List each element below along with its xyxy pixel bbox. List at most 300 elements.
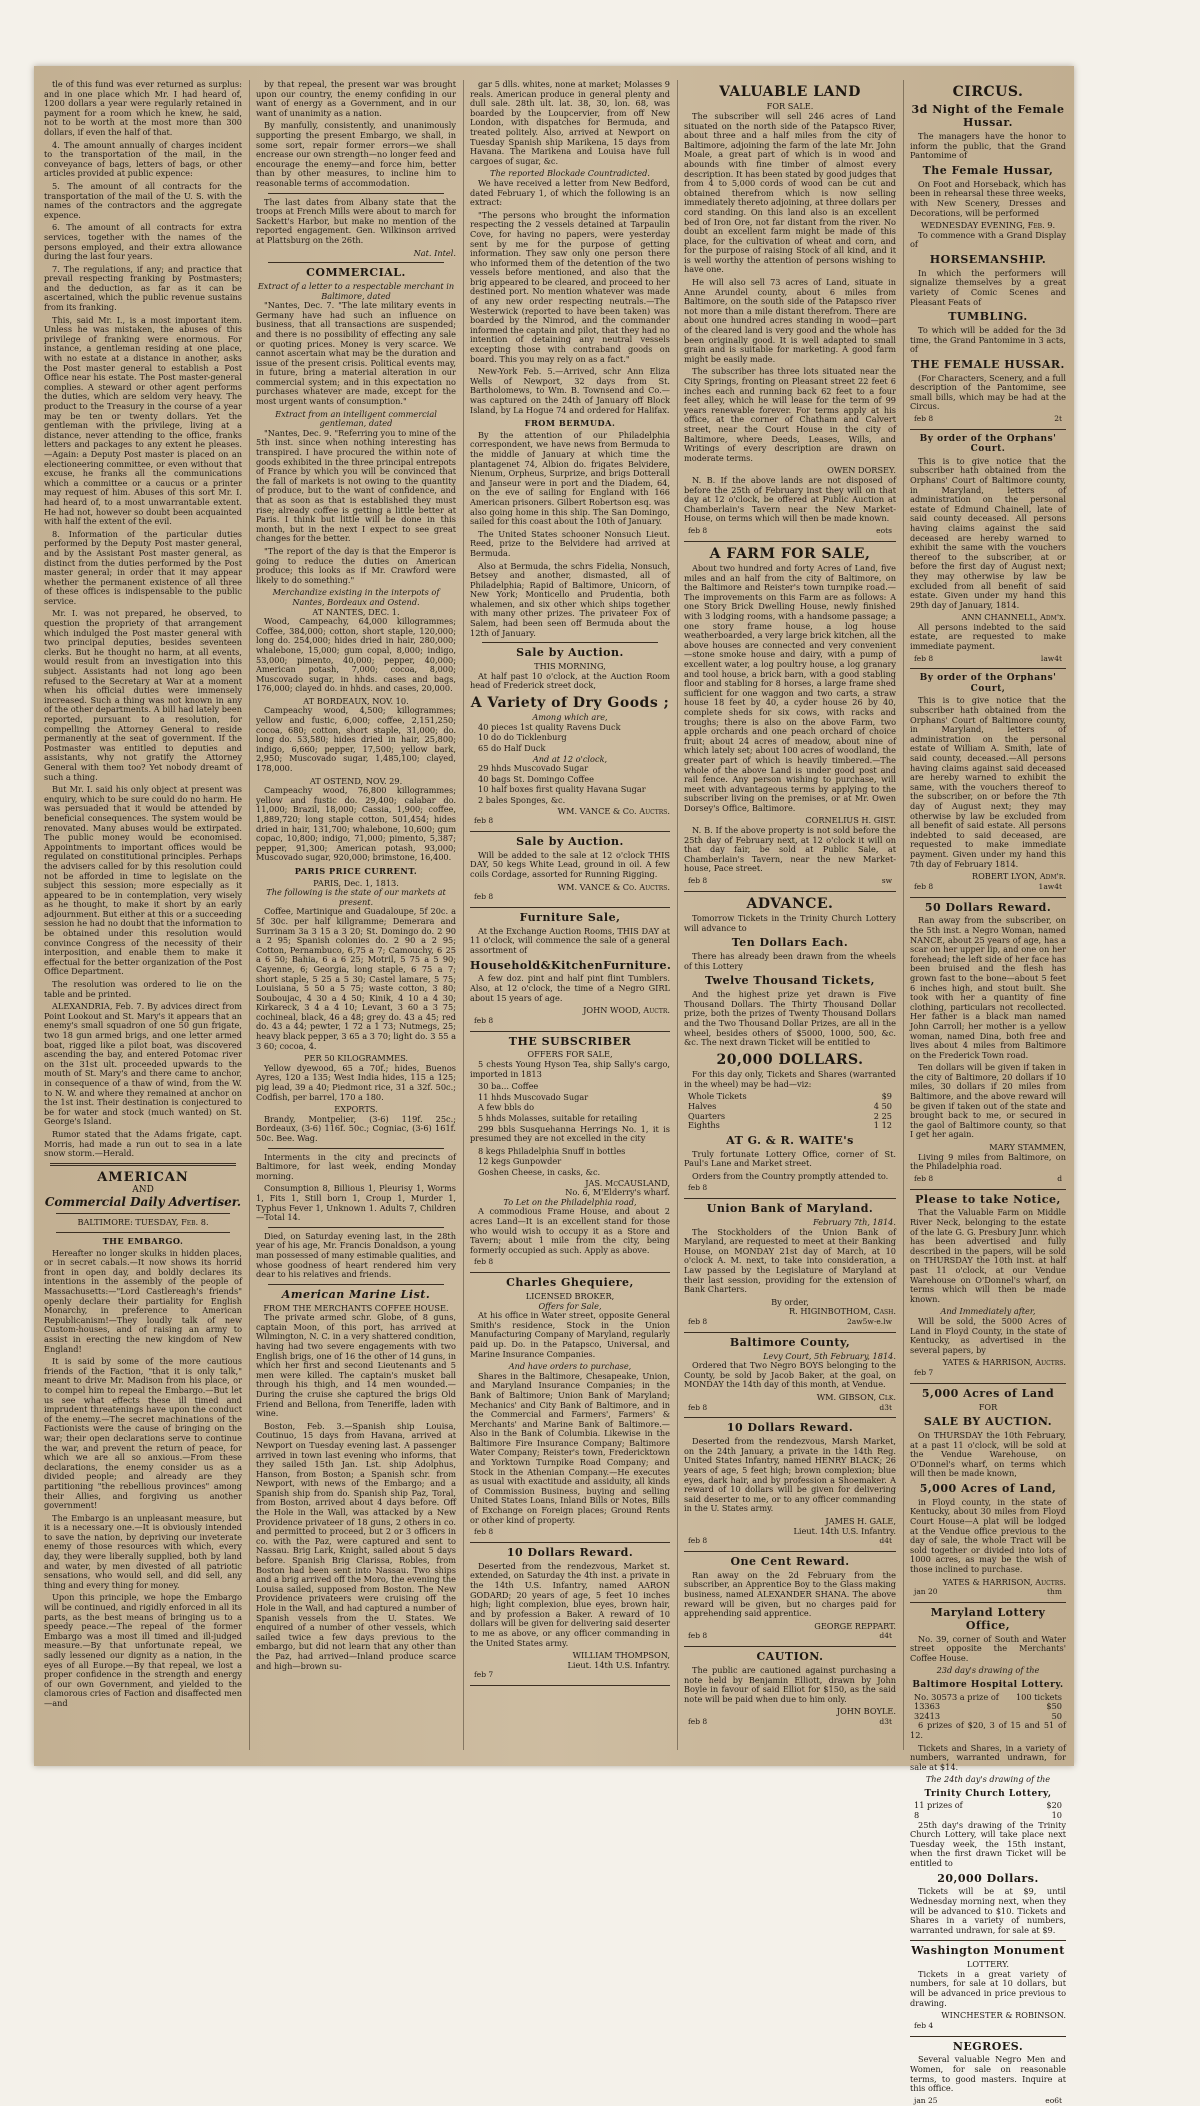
ad-date: feb 8: [688, 525, 708, 535]
market-heading: AT OSTEND, NOV. 29.: [309, 775, 403, 786]
article-text: Campeachy wood, 76,800 killogrammes; yellow and fustic do. 29,400; calabar do. 11,000; Brazil, 18,000; Cassia, 1,900; coffee, 1,889,720; long staple cotton, 501,454; hides dried in hair, 131,700; whalebone, 10,600; gum copac, 10,800; indigo, 71,000; pimento, 5,387; pepper, 91,300; American potash, 93,000; Muscovado sugar, 920,000; brimstone, 16,400.: [256, 785, 456, 863]
ad-text: Ran away on the 2d February from the subscriber, an Apprentice Boy to the Glass making business, named ALEXANDER SHANA. The above reward will be given, but no charges paid for apprehending said apprentice.: [684, 1569, 896, 1619]
ad-text: This is to give notice that the subscriber hath obtained from the Orphans' Court of Baltimore county, in Maryland, letters of administration on the personal estate of William A. Smith, late of said county, deceased.—All persons having claims against said deceased are hereby warned to exhibit the same, with the vouchers thereof to the subscriber, on or before the 7th day of August next; they may otherwise by law be excluded from all benefit of said estate. All persons indebted to said deceased, are requested to make immediate payment. Given under my hand this 7th day of February 1814.: [910, 695, 1066, 869]
ad-title: THE SUBSCRIBER: [508, 1034, 632, 1048]
ad-date: feb 8: [688, 1631, 708, 1641]
ad-title: Washington Monument: [911, 1944, 1065, 1958]
ad-list-item: 2 bales Sponges, &c.: [478, 795, 566, 806]
ad-signature: JAMES H. GALE,: [825, 1515, 896, 1526]
ad-headline: AT G. & R. WAITE's: [726, 1133, 854, 1147]
article-text: By the attention of our Philadelphia correspondent, we have news from Bermuda to the middle of January at which time the plantagenet 74, Albion do. frigates Belvidere, Nienum, Orpheus, Surprize, and brigs Dotterall and Janseur were in port and the Diadem, 64, on the eve of sailing for England with 166 American prisoners. Gilbert Robertson esq. was also going home in this ship. The San Domingo, sailed for this coast about the 10th of January.: [470, 429, 670, 527]
article-text: Rumor stated that the Adams frigate, capt. Morris, had made a run out to sea in a late snow storm.—Herald.: [44, 1128, 242, 1159]
ad-list-item: 8 kegs Philadelphia Snuff in bottles: [478, 1145, 626, 1156]
ad-text: A few doz. pint and half pint flint Tumblers. Also, at 12 o'clock, the time of a Negro GIRL about 15 years of age.: [470, 973, 670, 1003]
ad-date: feb 8: [914, 1173, 934, 1183]
ad-code: 1aw4t: [1038, 881, 1062, 891]
ad-text: The subscriber will sell 246 acres of Land situated on the north side of the Patapsco River, about three and a half miles from the city of Baltimore, adjoining the farm of the late Mr. John Moale, a great part of which is in wood and abounds with fine timber of almost every description. It has been stated by good judges that from 4 to 5,000 cords of wood can be cut and obtained therefrom which is now selling immediately thereto adjoining, at three dollars per cord standing. On this land also is an excellent bed of Iron Ore, not far distant from the river. No doubt an excellent farm might be made of this place, for the cultivation of wheat and corn, and for the purpose of raising Stock of all kind, and it is well worthy the attention of persons wishing to have one.: [684, 110, 896, 275]
ad-signature-title: Lieut. 14th U.S. Infantry.: [793, 1525, 896, 1536]
market-heading: EXPORTS.: [334, 1104, 378, 1115]
ad-text: Offers for Sale,: [538, 1300, 602, 1311]
ad-title: Furniture Sale,: [519, 910, 621, 924]
article-text: 7. The regulations, if any; and practice that prevail respecting franking by Postmasters; and the deduction, as far as it can be ascertained, which the public revenue sustains from its franking.: [44, 263, 242, 313]
ad-text: And the highest prize yet drawn is Five Thousand Dollars. The Thirty Thousand Dollar prize, both the prizes of Twenty Thousand Dollars and the Two Thousand Dollar Prizes, are all in the wheel, besides others of $5000, 1000, 500, &c. &c. The next drawn Ticket will be entitled to: [684, 989, 896, 1048]
ad-date: feb 8: [688, 1716, 708, 1726]
ad-subtitle: LOTTERY.: [966, 1959, 1010, 1970]
ad-text: 6 prizes of $20, 3 of 15 and 51 of 12.: [910, 1720, 1066, 1740]
ad-lottery-advance: [684, 896, 896, 1199]
ad-title: CIRCUS.: [952, 84, 1024, 100]
ad-footer: [914, 883, 1062, 892]
article-text: 4. The amount annually of charges incident to the transportation of the mail, in the conveyance of bags, letters of bags, or other articles provided at public expence:: [44, 139, 242, 179]
column-rule: [903, 80, 904, 1750]
ad-title: 10 Dollars Reward.: [726, 1421, 854, 1435]
ad-signature: YATES & HARRISON, Auctrs.: [942, 1357, 1066, 1368]
ad-text: Truly fortunate Lottery Office, corner of St. Paul's Lane and Market street.: [684, 1148, 896, 1169]
ad-please-take-notice: [910, 1194, 1066, 1384]
ad-caution: [684, 1651, 896, 1727]
ad-subtitle: OFFERS FOR SALE,: [527, 1049, 613, 1060]
article-text: ALEXANDRIA, Feb. 7. By advices direct from Point Lookout and St. Mary's it appears that an enemy's small squadron of one 50 gun frigate, two 18 gun armed brigs, and one letter armed boat, rigged like a pilot boat, was discovered ascending the bay, and entered Potomac river on the 31st ult. proceeded upwards to the mouth of St. Mary's and there came to anchor, in consequence of a thaw of wind, from the W. to N. W. and where they remained at anchor on the 1st inst. Their destination is conjectured to be for water and stock (much wanted) on St. George's Island.: [44, 1001, 242, 1127]
column-1: [44, 80, 242, 1750]
ad-code: d3t: [879, 1402, 892, 1412]
ad-footer: [914, 655, 1062, 664]
ad-text: On THURSDAY the 10th February, at a past 11 o'clock, will be sold at the Vendue Warehouse, on O'Donnel's wharf, on terms which will then be made known,: [910, 1430, 1066, 1479]
section-heading: American Marine List.: [281, 1287, 431, 1301]
masthead-subtitle: Commercial Daily Advertiser.: [44, 1195, 242, 1210]
ad-text: Several valuable Negro Men and Women, for sale on reasonable terms, to good masters. Inquire at this office.: [910, 2054, 1066, 2094]
ad-list-item: Goshen Cheese, in casks, &c.: [478, 1167, 601, 1177]
ad-text: The 24th day's drawing of the: [925, 1774, 1051, 1785]
ad-text: At the Exchange Auction Rooms, THIS DAY at 11 o'clock, will commence the sale of a general assortment of: [470, 925, 670, 956]
ad-signature: OWEN DORSEY.: [827, 465, 896, 476]
ad-dateline: Levy Court, 5th February, 1814.: [763, 1350, 896, 1361]
divider: [56, 1213, 230, 1214]
article-text: This, said Mr. I., is a most important item. Unless he was mistaken, the abuses of this privilege of franking were enormous. For instance, a gentleman residing at one place, with no estate at a distance in another, asks the Post master general to establish a Post Office near his estate. The Post master-general complies. A steward or other agent performs the duties, which are seldom very heavy. The product to the Treasury in the course of a year may be ten or twenty dollars. Yet the gentleman with the privilege, living at a distance, never attending to the office, franks letters and packages to any extent he pleases.—Again: a Deputy Post master is placed on an electioneering committee, or even without that excuse, he franks all the communications which a committee or a caucus or a printer may request of him. Abuses of this sort Mr. I. had heard of, to a most unwarrantable extent. He had not, however so doubt been acquainted with half the extent of the evil.: [44, 314, 242, 527]
ad-signature: WM. VANCE & Co. Auctrs.: [557, 881, 670, 892]
article-text: The private armed schr. Globe, of 8 guns, captain Moon, of this port, has arrived at Wilmington, N. C. in a very shattered condition, having had two severe engagements with two English brigs, one of 16 the other of 14 guns, in which her first and second Lieutenants and 5 men were killed. The captain's musket ball through his thigh, and 14 men wounded.—During the cruise she captured the brigs Old Friend and Bellona, from Teneriffe, laden with wine.: [256, 1312, 456, 1419]
ad-negroes: [910, 2041, 1066, 2106]
article-text: It is said by some of the more cautious friends of the Faction, "that it is only talk," meant to drive Mr. Madison from his place, or to compel him to repeal the Embargo.—But let us see what effects these ill timed and imprudent threatenings have upon the conduct of the enemy.—The secret machinations of the Factionists were the cause of bringing on the war; their open declarations serve to continue the war, and prevent the return of peace, for which we are all so anxious.—From these declarations, the enemy consider us as a divided people; and already are they partitioning "the rebellious provinces" among their Allies, and forgiving us another government!: [44, 1356, 242, 1511]
column-3: [470, 80, 670, 1750]
ad-text: No. 39, corner of South and Water street opposite the Merchants' Coffee House.: [910, 1633, 1066, 1663]
table-cell: $50: [1046, 1701, 1062, 1712]
ad-headline: Trinity Church Lottery,: [924, 1788, 1052, 1799]
ad-subscriber-offers: [470, 1036, 670, 1274]
article-text: "Nantes, Dec. 7. "The late military events in Germany have had such an influence on business, that all transactions are suspended; and there is no possibility of effecting any sale or quoting prices. Money is very scarce. We cannot ascertain what may be the duration and issue of the present crisis. Political events may, in future, bring a material alteration in our commercial system; and in this expectation no purchases whatever are made, except for the most urgent wants of consumption.": [256, 300, 456, 407]
ad-text: Deserted from the rendezvous, Marsh Market, on the 24th January, a private in the 14th Reg. United States Infantry, named HENRY BLACK; 26 years of age, 5 feet high; brown complexion; blue eyes, dark hair, and by profession a Shoemaker. A reward of 10 dollars will be given for delivering said deserter to me, or to any officer commanding in the U. States army.: [684, 1436, 896, 1514]
article-text: The United States schooner Nonsuch Lieut. Reed, prize to the Belvidere had arrived at Bermuda.: [470, 528, 670, 558]
ad-footer: [688, 877, 892, 886]
ad-text: All persons indebted to the said estate, are requested to make immediate payment.: [910, 621, 1066, 652]
ad-signature-title: Lieut. 14th U.S. Infantry.: [567, 1659, 670, 1670]
ad-text: At his office in Water street, opposite General Smith's residence, Stock in the Union Manufacturing Company of Maryland, regularly paid up. Do. in the Patapsco, Universal, and Marine Insurance Companies.: [470, 1310, 670, 1359]
ad-code: eo6t: [1045, 2095, 1062, 2105]
table-cell: Whole Tickets: [688, 1091, 747, 1102]
ad-text: In which the performers will signalize themselves by a great variety of Comic Scenes and Pleasant Feats of: [910, 267, 1066, 307]
ad-title: NEGROES.: [952, 2039, 1024, 2053]
ad-title: Charles Ghequiere,: [506, 1276, 634, 1290]
ad-headline: The Female Hussar,: [922, 163, 1054, 177]
column-rule: [249, 80, 250, 1750]
article-text: by that repeal, the present war was brought upon our country, the enemy confiding in our want of energy as a Government, and in our want of unanimity as a nation.: [256, 79, 456, 118]
ad-footer: [688, 1537, 892, 1546]
ad-text: He will also sell 73 acres of Land, situate in Anne Arundel county, about 6 miles from Baltimore, on the south side of the Patapsco river not more than a mile distant therefrom. There are about one hundred acres standing in wood—part of the cleared land is very good and the whole has been originally good. It is well adapted to small grain and is suitable for marketing. A good farm might be easily made.: [684, 277, 896, 364]
ad-title: 5,000 Acres of Land: [921, 1386, 1055, 1400]
table-cell: No. 30573 a prize of: [914, 1691, 999, 1702]
article-text: By manfully, consistently, and unanimously supporting the present Embargo, we shall, in some sort, repair former errors—we shall encrease our own strength—no longer feed and encourage the enemy—and force him, better than by other measures, to incline him to reasonable terms of accommodation.: [256, 120, 456, 188]
table-cell: 1 12: [873, 1120, 892, 1131]
ad-signature: ROBERT LYON, Adm'r.: [971, 871, 1066, 882]
table-cell: Halves: [688, 1101, 717, 1111]
ad-subtitle: 3d Night of the Female Hussar.: [911, 103, 1065, 130]
ad-text: Tomorrow Tickets in the Trinity Church Lottery will advance to: [684, 913, 896, 933]
ad-text: Living 9 miles from Baltimore, on the Philadelphia road.: [910, 1151, 1066, 1172]
ad-address: No. 6, M'Elderry's wharf.: [565, 1187, 670, 1198]
ad-text: The Stockholders of the Union Bank of Maryland, are requested to meet at their Banking House, on MONDAY 21st day of March, at 10 o'clock A. M. next, to take into consideration, a Law passed by the Legislature of Maryland at their last session, providing for the extension of Bank Charters.: [684, 1226, 896, 1295]
ad-footer: [914, 2097, 1062, 2106]
ad-list-item: 40 pieces 1st quality Ravens Duck: [478, 721, 621, 732]
ad-date: feb 4: [914, 2020, 934, 2030]
ad-list-item: 11 hhds Muscovado Sugar: [478, 1091, 589, 1102]
ad-title: 10 Dollars Reward.: [506, 1545, 634, 1559]
article-text: tle of this fund was ever returned as surplus: and in one place which Mr. I had heard of, 1200 dollars a year were regularly retained in payment for a room which he knew, he said, not to be worth at the most more than 300 dollars, if even the half of that.: [44, 79, 242, 137]
table-row: [684, 1121, 896, 1131]
article-text: 5. The amount of all contracts for the transportation of the mail of the U. S. with the names of the contractors and the aggregate expence.: [44, 180, 242, 220]
ad-text: WEDNESDAY EVENING, Feb. 9.: [920, 220, 1056, 231]
dateline: PARIS, Dec. 1, 1813.: [313, 877, 399, 888]
ad-headline: HORSEMANSHIP.: [929, 252, 1047, 266]
ad-title: Baltimore County,: [729, 1335, 851, 1349]
ad-union-bank: [684, 1203, 896, 1333]
ad-signature: R. HIGINBOTHOM, Cash.: [788, 1306, 896, 1317]
ad-footer: [914, 415, 1062, 424]
ad-headline: Ten Dollars Each.: [731, 936, 849, 950]
ad-headline: THE FEMALE HUSSAR.: [911, 357, 1065, 371]
ad-text: Ordered that Two Negro BOYS belonging to the County, be sold by Jacob Baker, at the goal, on MONDAY the 14th day of this month, at Vendue.: [684, 1360, 896, 1390]
ad-text: And Immediately after,: [940, 1306, 1036, 1317]
article-text: Hereafter no longer skulks in hidden places, or in secret cabals.—It now shows its horrid front in open day, and boldly declares its intentions in the assembly of the people of Massachusetts:—"Lord Castlereagh's friends" openly declare their partiality for English Monarchy, in preference to American Republicanism!—They loudly talk of new Custom-houses, and of raising an army to assist in erecting the new kingdom of New England!: [44, 1247, 242, 1354]
ad-text: About two hundred and forty Acres of Land, five miles and an half from the city of Baltimore, on the Baltimore and Reister's town turnpike road.—The improvements on this Farm are as follows: A one Story Brick Dwelling House, newly finished with 3 lodging rooms, with a handsome passage; a one story frame house, a log house weatherboarded, a very large brick kitchen, all the above houses are connected and very convenient—stone smoke house and dairy, with a pump of excellent water, a log poultry house, a log granary and tool house, a brick barn, with a good stabling floor and stabling for 8 horses, a large frame shed sufficient for one waggon and two carts, a straw house 18 feet by 40, a cyder house 26 by 40, complete sheds for six cows, with racks and troughs; there is also on the above Farm, two apple orchards and one peach orchard of choice fruit; about 24 acres of meadow, about nine of which lately set; about 100 acres of woodland, the greater part of which is heavily timbered.—The whole of the above Land is under good post and rail fence. Any person wishing to purchase, will meet with advantageous terms by applying to the subscriber living on the premises, or at Mr. Owen Dorsey's Office, Baltimore.: [684, 563, 896, 813]
table-cell: 10: [1051, 1810, 1062, 1821]
ad-footer: [474, 1017, 666, 1026]
ad-text: Shares in the Baltimore, Chesapeake, Union, and Maryland Insurance Companies; in the Bank of Baltimore; Union Bank of Maryland; Mechanics' and City Bank of Baltimore, and in the Commercial and Farmers', Farmers' & Merchants' and Marine Bank of Baltimore.—Also in the Bank of Columbia. Likewise in the Baltimore Fire Insurance Company; Baltimore Water Company; Reister's town, Fredericktown and Yorktown Turnpike Road Company; and Stock in the Athenian Company.—He executes as usual with exactitude and assiduity, all kinds of Commission Business, buying and selling United States Loans, Inland Bills or Notes, Bills of Exchange on Foreign places; Ground Rents or other kind of property.: [470, 1370, 670, 1525]
ad-list-item: 12 kegs Gunpowder: [478, 1156, 562, 1167]
table-row: [910, 1801, 1066, 1811]
ad-footer: [688, 527, 892, 536]
ad-code: law4t: [1040, 653, 1062, 663]
ad-subheading: To Let on the Philadelphia road,: [503, 1196, 637, 1207]
ad-text: Among which are,: [532, 712, 608, 723]
ad-kentucky-land: [910, 1388, 1066, 1603]
ad-footer: [474, 893, 666, 902]
article-text: "The persons who brought the information respecting the 2 vessels detained at Tarpaulin Cove, for having no papers, were yesterday sent by me for the purpose of getting information. They saw only one person there who informed them of the detention of the two vessels before mentioned, and also that the brig appeared to be cleared, and proceed to her destined port. No mention whatever was made of any new order respecting neutrals.—The Westerwick (reported to have been taken) was boarded by the Nimrod, and the commander informed the captain and pilot, that they had no intention of detaining any neutral vessels excepting those with contraband goods on board. This you may rely on as a fact.": [470, 209, 671, 364]
ad-title: By order of the Orphans' Court.: [919, 433, 1057, 455]
ad-text: in Floyd county, in the state of Kentucky, about 30 miles from Floyd Court House—A plat will be lodged at the Vendue office previous to the day of sale, the whole Tract will be sold together or divided into lots of 1000 acres, as may be the wish of those inclined to purchase.: [910, 1496, 1066, 1574]
column-4: [684, 80, 896, 1750]
ad-text: There has already been drawn from the wheels of this Lottery: [684, 951, 896, 971]
ad-text: N. B. If the above property is not sold before the 25th day of February next, at 12 o'clock it will on that day fair, be sold at Public Sale, at Chamberlain's Tavern, near the new Market-house, Pace street.: [684, 825, 896, 874]
ad-footer: [688, 1318, 892, 1327]
ad-signature: JOHN BOYLE.: [836, 1706, 896, 1717]
ad-date: feb 8: [914, 414, 934, 423]
prize-table: [910, 1801, 1066, 1820]
ad-text: Will be sold, the 5000 Acres of Land in Floyd County, in the state of Kentucky, as advertised in the several papers, by: [910, 1315, 1066, 1355]
article-text: 8. Information of the particular duties performed by the Deputy Post master general, and by the Assistant Post master general, as distinct from the duties performed by the Post master general; in order that it may appear whether the permanent existence of all three of these offices is indispensable to the public service.: [44, 528, 242, 606]
article-text: Interments in the city and precincts of Baltimore, for last week, ending Monday morning.: [256, 1151, 456, 1181]
ad-title: By order of the Orphans' Court,: [919, 673, 1057, 694]
article-text: Consumption 8, Billious 1, Pleurisy 1, Worms 1, Fits 1, Still born 1, Croup 1, Murder 1, Typhus Fever 1, Unknown 1. Adults 7, Children—Total 14.: [256, 1183, 456, 1223]
table-cell: 8: [914, 1810, 920, 1821]
table-cell: 11 prizes of: [914, 1800, 963, 1811]
ad-title: CAUTION.: [756, 1650, 824, 1664]
ad-footer: [688, 1184, 892, 1193]
article-text: The last dates from Albany state that the troops at French Mills were about to march for Sackett's Harbor, but make no mention of the reported engagement. Gen. Wilkinson arrived at Plattsburg on the 26th.: [256, 196, 456, 245]
ad-subtitle: THIS MORNING,: [534, 661, 606, 672]
ad-text: By order,: [771, 1296, 809, 1307]
ad-footer: [914, 1369, 1062, 1378]
article-text: Also at Bermuda, the schrs Fidelia, Nonsuch, Betsey and another, dismasted, all of Philadelphia; Rapid of Baltimore, Unicorn, of New York; Monticello and Prudentia, both whalemen, and six other which ships together with many other prizes. The privateer Fox of Salem, had been seen off Bermuda about the 12th of January.: [470, 560, 670, 638]
ad-text: The subscriber has three lots situated near the City Springs, fronting on Pleasant street 22 feet 6 inches each and running back 62 feet to a four feet alley, which he will lease for the term of 99 years renewable forever. For terms apply at his office, at the corner of Chatham and Calvert street, near the Court House in the city of Baltimore, where Deeds, Leases, Wills, and Writings of every description are drawn on moderate terms.: [684, 366, 896, 463]
table-cell: Eighths: [688, 1120, 720, 1131]
ad-text: And at 12 o'clock,: [532, 753, 608, 764]
ad-date: feb 8: [688, 876, 708, 886]
ad-text: Tickets and Shares, in a variety of numbers, warranted undrawn, for sale at $14.: [910, 1742, 1066, 1772]
market-heading: PER 50 KILOGRAMMES.: [303, 1053, 409, 1064]
ad-subtitle: LICENSED BROKER,: [525, 1290, 615, 1301]
prize-table: [910, 1693, 1066, 1722]
column-rule: [677, 80, 678, 1750]
ad-reward-deserter: [684, 1422, 896, 1552]
divider: [482, 642, 658, 643]
ad-list-item: 65 do Half Duck: [478, 743, 546, 754]
ad-date: feb 8: [474, 1527, 494, 1537]
ad-text: Orders from the Country promptly attended to.: [692, 1170, 889, 1181]
article-text: New-York Feb. 5.—Arrived, schr Ann Eliza Wells of Newport, 32 days from St. Bartholomews, to Wm. B. Townsend and Co.—was captured on the 24th of January off Block Island, by La Hogue 74 and ordered for Halifax.: [470, 366, 670, 415]
ad-circus: [910, 84, 1066, 430]
ad-date: feb 7: [474, 1670, 494, 1680]
article-text: Boston, Feb. 3.—Spanish ship Louisa, Coutinuo, 15 days from Havana, arrived at Newport on Tuesday evening last. A passenger arrived in town last evening who informs, that they sailed 15th Jan. Lst. ship Adolphus, Hanson, from Boston; a Spanish schr. from Newport, with news of the Embargo; and a Spanish ship from do. Spanish ship Paz, Toral, from Boston, arrived about 4 days before. Off the Hole in the Wall, was attacked by a New Providence privateer of 18 guns, 2 others in co. and permitted to proceed, but 2 or 3 officers in co. with the Paz, were captured and sent to Nassau. Brig Lark, Knight, sailed about 5 days before. Spanish Brig Clarissa, Robles, from Boston had been sent into Nassau. Two ships and a brig arrived off the Moro, the evening the Louisa sailed, supposed from Boston. The New Providence privateers were cruising off the Hole in the Wall, and had captured a number of Spanish vessels from the U. States. We enquired of a number of other vessels, which sailed twice a few days previous to the embargo, but did not learn that any other than the Paz, had arrived—Inland produce scarce and high—brown su-: [256, 1420, 456, 1671]
table-cell: 4 50: [873, 1101, 892, 1111]
ad-text: Ran away from the subscriber, on the 5th inst. a Negro Woman, named NANCE, about 25 years of age, has a scar on her upper lip, and one on her forehead; the left side of her face has been bruised and the flesh has grown fast to the bone—about 5 feet 6 inches high, and stout built. She took with her a quantity of fine clothing, particulars not recollected. Her father is a black man named John Carroll; her mother is a yellow woman, named Dina, both free and lives about 4 miles from Baltimore on the Frederick Town road.: [910, 915, 1066, 1060]
market-heading: AT NANTES, DEC. 1.: [312, 606, 400, 617]
ad-text: This is to give notice that the subscriber hath obtained from the Orphans' Court of Baltimore county, in Maryland, letters of administration on the personal estate of Edmund Chainell, late of said county deceased. All persons having claims against the said deceased are hereby warned to exhibit the same with the vouchers thereof to the subscriber, at or before the first day of August next; they may otherwise by law be excluded from all benefit of said estate. Given under my hand this 29th day of January, 1814.: [910, 455, 1066, 610]
ad-dateline: February 7th, 1814.: [813, 1217, 896, 1228]
column-2: [256, 80, 456, 1750]
ad-title: Maryland Lottery Office,: [930, 1605, 1046, 1632]
article-text: Mr. I. was not prepared, he observed, to question the propriety of that arrangement which indulged the Post master general with two principal deputies, besides seventeen clerks. But he thought no harm, at all events, would result from an investigation into this subject. Assistants had not long ago been refused to the Secretary at War at a moment when his official duties were immensely increased. Such a thing was not known in any of the other departments. A bill had lately been reported, pursuant to a resolution, for compelling the Attorney General to reside permanently at the seat of government. If the Postmaster was entitled to deputies and assistants, why not gratify the Attorney General with them too? Yet nobody dreamt of such a thing.: [44, 608, 242, 782]
article-text: "Nantes, Dec. 9. "Referring you to mine of the 5th inst. since when nothing interesting has transpired. I have procured the within note of goods exhibited in the three principal entrepots of France by which you will be convinced that the fall of markets is not owing to the quantity of produce, but to the want of confidence, and that as soon as that is established they must rise; already coffee is getting a little better at Paris. I think but little will be done in this month, but in the next I expect to see great changes for the better.: [256, 427, 456, 544]
ad-footer: [914, 1175, 1062, 1184]
ad-signature: MARY STAMMEN,: [989, 1142, 1066, 1153]
article-text: Yellow dyewood, 65 a 70f.; hides, Buenos Ayres, 120 a 135; West India hides, 115 a 125; pig lead, 39 a 40; Piedmont rice, 31 a 32f. 50c.; Codfish, per barrel, 170 a 180.: [256, 1062, 456, 1102]
ad-date: jan 20: [914, 1587, 938, 1597]
ad-list-item: 30 ba... Coffee: [478, 1081, 539, 1092]
price-table: [684, 1092, 896, 1130]
ad-signature: WM. VANCE & Co. Auctrs.: [557, 805, 670, 816]
divider: [56, 1232, 230, 1233]
column-rule: [463, 80, 464, 1750]
ad-code: thm: [1047, 1587, 1062, 1597]
ad-signature: WM. GIBSON, Clk.: [816, 1391, 896, 1402]
ad-text: Tickets in a great variety of numbers, for sale at 10 dollars, but will be advanced in price previous to drawing.: [910, 1968, 1066, 2008]
ad-title: ADVANCE.: [746, 895, 834, 912]
ad-text: At half past 10 o'clock, at the Auction Room head of Frederick street dock,: [470, 670, 670, 691]
ad-headline: SALE BY AUCTION.: [923, 1415, 1053, 1429]
table-cell: $9: [881, 1091, 892, 1102]
ad-code: 2aw5w-e.lw: [846, 1316, 892, 1326]
ad-title: VALUABLE LAND: [719, 84, 861, 100]
ad-signature: ANN CHANNELL, Adm'x.: [961, 612, 1066, 623]
ad-list-item: 29 hhds Muscovado Sugar: [478, 763, 589, 774]
ad-signature: YATES & HARRISON, Auctrs.: [942, 1576, 1066, 1587]
newspaper-page: [34, 66, 1074, 2105]
article-text: We have received a letter from New Bedford, dated February 1, of which the following is an extract:: [470, 177, 670, 208]
ad-footer: [474, 1671, 666, 1680]
ad-headline: Household&KitchenFurniture.: [470, 958, 672, 972]
ad-valuable-land: [684, 84, 896, 542]
ad-title: Sale by Auction.: [516, 646, 624, 660]
ad-text: Will be added to the sale at 12 o'clock THIS DAY, 50 kegs White Lead, ground in oil. A few coils Cordage, assorted for Running Rigging.: [470, 849, 670, 880]
ad-signature: GEORGE REPPART.: [814, 1620, 896, 1631]
masthead-title: AMERICAN: [97, 1169, 189, 1185]
ad-headline: 5,000 Acres of Land,: [919, 1481, 1057, 1495]
ad-farm-for-sale: [684, 546, 896, 892]
article-text: "The report of the day is that the Emperor is going to reduce the duties on American produce; this looks as if Mr. Crawford were likely to do something.": [256, 545, 456, 585]
divider: [50, 1163, 236, 1166]
article-text: The Embargo is an unpleasant measure, but it is a necessary one.—It is obviously intended to save the nation, by depriving our inveterate enemy of those resources with which, every day, they were liberally supplied, both by land and water, by men divested of all patriotic sensations, who would sell, and did sell, any thing and every thing for money.: [44, 1512, 242, 1590]
ad-text: 5 chests Young Hyson Tea, ship Sally's cargo, imported in 1813: [470, 1059, 670, 1079]
ad-orphans-court-1: [910, 434, 1066, 670]
section-heading: PARIS PRICE CURRENT.: [294, 865, 418, 876]
ad-list-item: 5 hhds Molasses, suitable for retailing: [478, 1113, 638, 1124]
ad-headline: 20,000 DOLLARS.: [716, 1051, 864, 1068]
ad-date: feb 7: [914, 1367, 934, 1377]
ad-headline: Twelve Thousand Tickets,: [705, 974, 875, 988]
table-cell: $20: [1046, 1800, 1062, 1811]
ad-text: Deserted from the rendezvous, Market st. extended, on Saturday the 4th inst. a private in the 14th U.S. Infantry, named AARON GODARD; 20 years of age, 5 feet 10 inches high; light complexion, blue eyes, brown hair, and by profession a Baker. A reward of 10 dollars will be given for delivering said deserter to me as above, or any officer commanding in the United States army.: [470, 1560, 670, 1648]
article-text: gar 5 dlls. whites, none at market; Molasses 9 reals. American produce in general plenty and dull sale. 28th ult. lat. 38, 30, lon. 68, was boarded by the Loupcervier, from off New London, with dispatches for Bermuda, and treated politely. Also, arrived at Newport on Tuesday Spanish ship Marikena, 15 days from Havana. The Marikena and Louisa have full cargoes of sugar, &c.: [470, 79, 670, 166]
ad-list-item: 10 do do Ticklenburg: [478, 732, 567, 743]
ad-text: Tickets will be at $9, until Wednesday morning next, when they will be advanced to $10. Tickets and Shares in a variety of numbers, warranted undrawn, for sale at $9.: [910, 1886, 1066, 1935]
ad-headline: 20,000 Dollars.: [937, 1871, 1039, 1885]
article-text: Wood, Campeachy, 64,000 killogrammes; Coffee, 384,000; cotton, short staple, 120,000; long do. 254,000; hides dried in hair, 280,000; whalebone, 15,000; gum copal, 8,000; indigo, 53,000; pimento, 40,000; pepper, 40,000; American potash, 7,000; cocoa, 8,000; Muscovado sugar, in hhds. cases and bags, 176,000; clayed do. in hhds. and cases, 20,000.: [256, 616, 456, 694]
ad-code: eots: [876, 525, 892, 535]
ad-code: d4t: [879, 1631, 892, 1641]
ad-code: d3t: [879, 1716, 892, 1726]
ad-text: Ten dollars will be given if taken in the city of Baltimore, 20 dollars if 10 miles, 30 dollars if 20 miles from Baltimore, and the above reward will be given if taken out of the state and brought back to me, or secured in the gaol of Baltimore county, so that I get her again.: [910, 1062, 1066, 1140]
ad-date: feb 8: [688, 1402, 708, 1412]
ad-headline: A Variety of Dry Goods ;: [470, 694, 670, 711]
table-cell: 13363: [914, 1701, 941, 1712]
column-5: [910, 80, 1066, 2105]
article-subheading: FROM THE MERCHANTS COFFEE HOUSE.: [263, 1302, 449, 1313]
ad-headline: Baltimore Hospital Lottery.: [912, 1680, 1064, 1691]
ad-auction-dry-goods: [470, 647, 670, 832]
ad-text: The public are cautioned against purchasing a note held by Benjamin Elliott, drawn by John Boyle in favour of said Elliot for $150, as the said note will be paid when due to him only.: [684, 1664, 896, 1704]
table-cell: Quarters: [688, 1110, 726, 1121]
ad-headline: TUMBLING.: [948, 310, 1028, 324]
table-cell: 32413: [914, 1710, 941, 1721]
ad-furniture-sale: [470, 912, 670, 1032]
ad-footer: [688, 1718, 892, 1727]
ad-signature: CORNELIUS H. GIST.: [805, 815, 896, 826]
ad-washington-monument: [910, 1945, 1066, 2036]
article-text: Upon this principle, we hope the Embargo will be continued, and rigidly enforced in all its parts, as the best means of bringing us to a speedy peace.—The repeal of the former Embargo was a most ill timed and ill-judged measure.—By that unfortunate repeal, we sadly lessened our dignity as a nation, in the eyes of all Europe.—By that repeal, we lost a proper confidence in the strength and energy of our own Government, and yielded to the clamorous cries of Faction and disaffected men—and: [44, 1592, 242, 1708]
ad-list-item: 10 half boxes first quality Havana Sugar: [478, 784, 646, 795]
ad-text: N. B. If the above lands are not disposed of before the 25th of February inst they will on that day at 12 o'clock, be offered at Public Auction at Chamberlain's Tavern near the New Market-House, on terms which will then be made known.: [684, 474, 896, 524]
ad-auction-white-lead: [470, 836, 670, 908]
ad-signature: WILLIAM THOMPSON,: [572, 1650, 670, 1661]
article-subheading: The following is the state of our markets at present.: [266, 887, 446, 907]
ad-title: A FARM FOR SALE,: [709, 545, 871, 562]
article-subheading: Extract of a letter to a respectable merchant in Baltimore, dated: [257, 280, 455, 301]
ad-title: Sale by Auction.: [516, 834, 624, 848]
ad-reward-deserter: [470, 1547, 670, 1686]
divider: [268, 262, 444, 263]
ad-fifty-dollars-reward: [910, 902, 1066, 1190]
table-cell: 50: [1051, 1710, 1062, 1721]
ad-title: One Cent Reward.: [730, 1554, 850, 1568]
article-text: 6. The amount of all contracts for extra services, together with the names of the persons employed, and their extra allowance during the last four years.: [44, 222, 242, 262]
ad-date: feb 8: [914, 881, 934, 891]
divider: [268, 1284, 444, 1285]
divider: [268, 193, 444, 194]
article-text: But Mr. I. said his only object at present was enquiry, which to be sure could do no harm. He was persuaded that it would be attended by beneficial consequences. The system would be renovated. Many abuses would be extirpated. The public money would be economised. Appointments to important offices would be regulated on constitutional principles. Perhaps the advisers called for by this resolution could not be afforded in time to legislate on the subject this session; more especially as it appeared to be in contemplation, very wisely as he thought, to make it short by an early adjournment. But either at this or a succeeding session he had no doubt that the information to be obtained under this resolution would convince Congress of the necessity of their interposition, and enable them to make it effectual for the better organization of the Post Office Department.: [44, 784, 242, 977]
ad-footer: [474, 1258, 666, 1267]
article-text: Brandy, Montpelier, (3-6) 119f. 25c.; Bordeaux, (3-6) 116f. 50c.; Cogniac, (3-6) 161f. 50c. Bee. Wag.: [256, 1113, 456, 1144]
ad-date: feb 8: [914, 653, 934, 663]
ad-title: Union Bank of Maryland.: [706, 1202, 874, 1216]
table-cell: 2 25: [873, 1110, 892, 1121]
dateline: BALTIMORE: TUESDAY, Feb. 8.: [77, 1217, 209, 1228]
ad-text: 25th day's drawing of the Trinity Church Lottery, will take place next Tuesday week, the 15th instant, when the first drawn Ticket will be entitled to: [910, 1819, 1066, 1868]
ad-footer: [474, 817, 666, 826]
ad-footer: [688, 1632, 892, 1641]
ad-text: The managers have the honor to inform the public, that the Grand Pantomime of: [910, 131, 1066, 161]
ad-text: A commodious Frame House, and about 2 acres Land—It is an excellent stand for those who would wish to occupy it as a Store and Tavern; about 1 mile from the city, being formerly occupied as such. Apply as above.: [470, 1206, 670, 1255]
ad-text: (For Characters, Scenery, and a full description of the Pantomime, see small bills, which may be had at the Circus.: [910, 372, 1066, 412]
ad-date: feb 8: [474, 1015, 494, 1025]
ad-title: Please to take Notice,: [915, 1192, 1061, 1206]
ad-date: feb 8: [474, 1257, 494, 1267]
ad-code: d4t: [879, 1536, 892, 1546]
ad-footer: [914, 2022, 1062, 2031]
ad-text: For this day only, Tickets and Shares (warranted in the wheel) may be had—viz:: [684, 1069, 896, 1089]
ad-date: feb 8: [688, 1183, 708, 1193]
ad-list-item: A few bbls do: [478, 1102, 535, 1113]
ad-text: On Foot and Horseback, which has been in rehearsal these three weeks, with New Scenery, Dresses and Decorations, will be performed: [910, 178, 1066, 218]
ad-orphans-court-2: [910, 673, 1066, 897]
article-subheading: Merchandize existing in the interpots of Nantes, Bordeaux and Ostend.: [272, 587, 440, 607]
article-subheading: Extract from an intelligent commercial gentleman, dated: [275, 408, 437, 429]
market-heading: AT BORDEAUX, NOV. 10.: [303, 695, 409, 706]
ad-code: d: [1057, 1173, 1062, 1183]
ad-subtitle: FOR SALE.: [766, 101, 814, 112]
article-text: Coffee, Martinique and Guadaloupe, 5f 20c. a 5f 30c. per half killgramme; Demerara and Surrinam 3a 3 15 a 3 20; St. Domingo do. 2 90 a 2 95; Spanish colonies do. 2 90 a 2 95; Cotton, Pernambuco, 6,75 a 7; Camouchy, 6 25 a 6 50; Bahia, 6 a 6 25; Motril, 5 75 a 5 90; Cayenne, 6; Georgia, long staple, 6 75 a 7; short staple, 5 25 a 5 30; Castel lamare, 5 75; Louisiana, 5 50 a 5 75; waste cotton, 3 80; Souboujac, 4 30 a 4 50; Kinik, 4 10 a 4 30; Kirkareck, 3 4 a 4 10; Levant, 3 60 a 3 75; cochineal, black, 46 a 48; grey do. 43 a 45; red do. 43 a 44; pewter, 1 72 a 1 73; Nutmegs, 25; heavy black pepper, 3 65 a 3 70; light do. 3 55 a 3 60; cocoa, 4.: [256, 906, 456, 1051]
ad-date: feb 8: [474, 892, 494, 902]
ad-date: jan 25: [914, 2095, 938, 2105]
ad-signature: JOHN WOOD, Auctr.: [583, 1005, 670, 1016]
ad-baltimore-county: [684, 1337, 896, 1419]
divider: [268, 1148, 444, 1149]
ad-footer: [914, 1588, 1062, 1597]
ad-text: To which will be added for the 3d time, the Grand Pantomime in 3 acts, of: [910, 324, 1066, 355]
ad-text: 299 bbls Susquehanna Herrings No. 1, it is presumed they are not excelled in the city: [470, 1123, 670, 1144]
article-heading: FROM BERMUDA.: [524, 418, 616, 429]
ad-text: That the Valuable Farm on Middle River Neck, belonging to the estate of the late G. G. Presbury Junr. which has been advertised and fully described in the papers, will be sold on THURSDAY the 10th inst. at half past 11 o'clock, at our Vendue Warehouse on O'Donnel's wharf, on terms which will then be made known.: [910, 1207, 1066, 1304]
ad-date: feb 8: [474, 816, 494, 826]
ad-one-cent-reward: [684, 1556, 896, 1647]
